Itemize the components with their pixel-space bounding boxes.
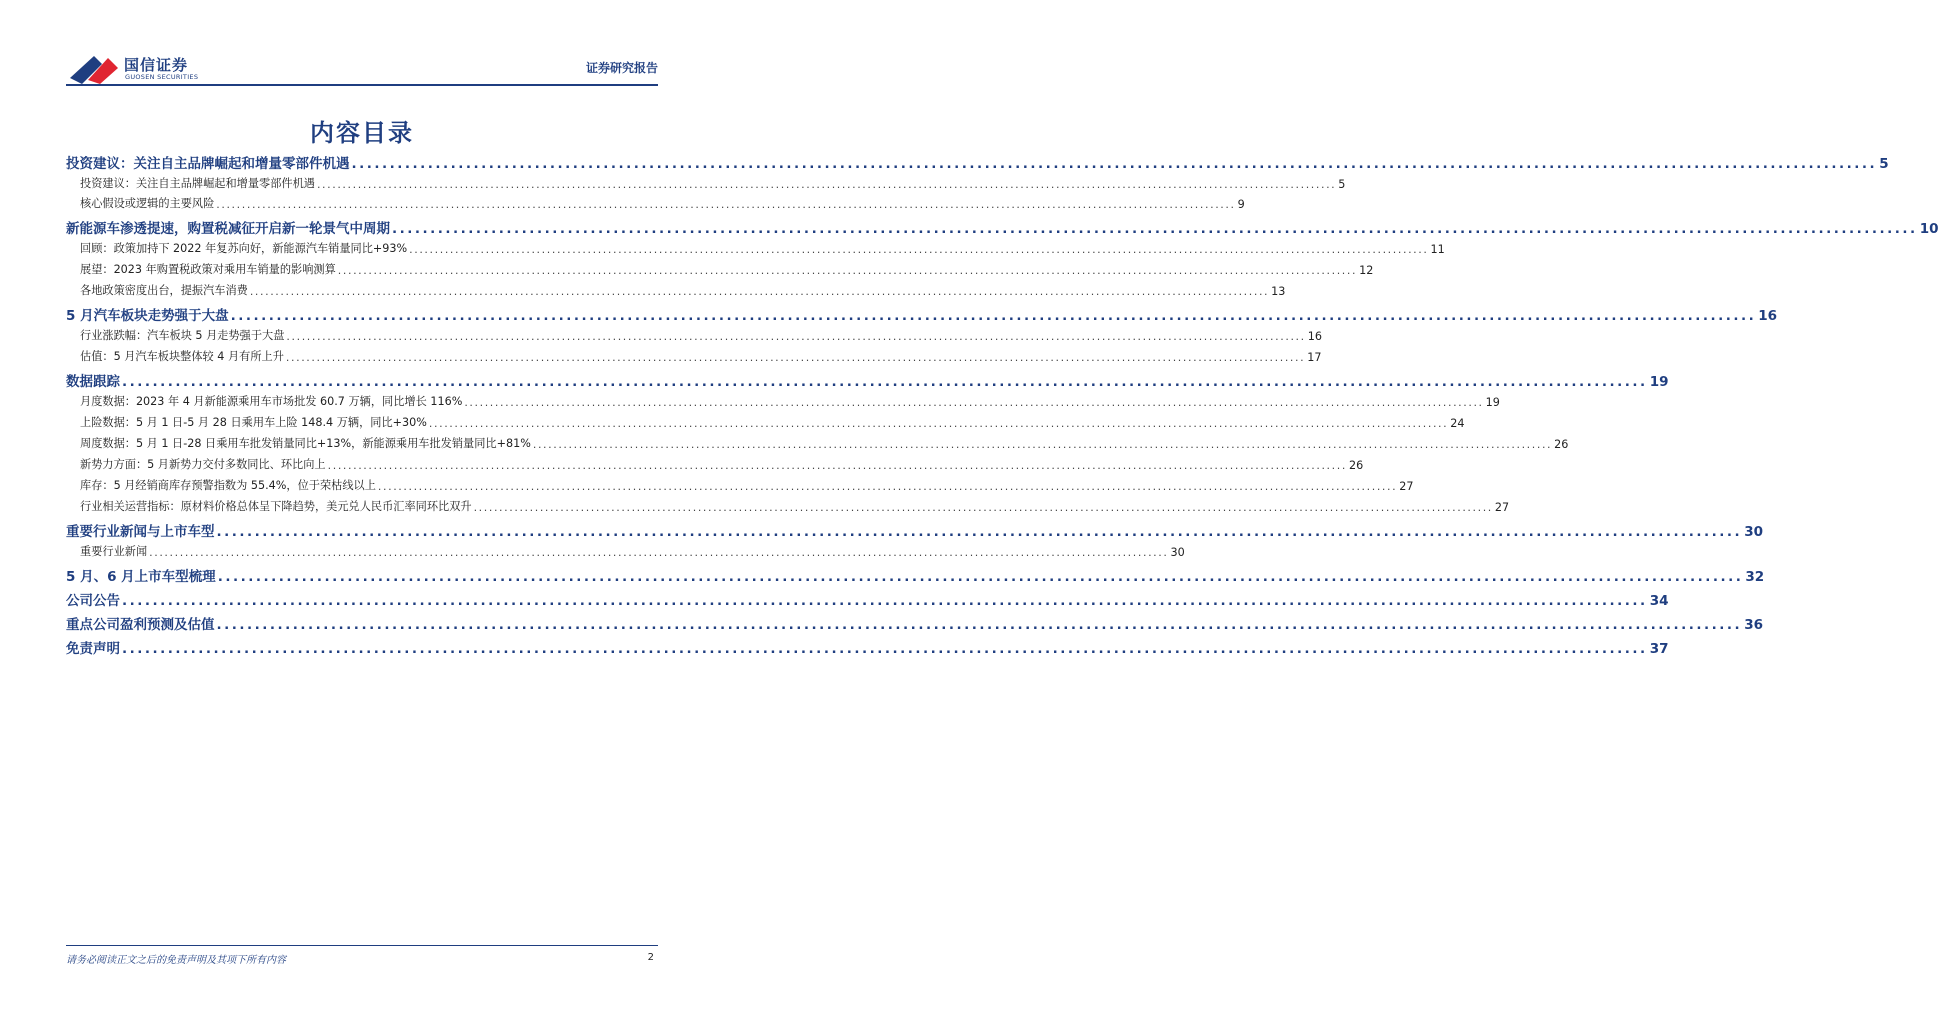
toc-entry-label: 数据跟踪 xyxy=(66,374,120,390)
toc-entry-label: 行业相关运营指标：原材料价格总体呈下降趋势，美元兑人民币汇率同环比双升 xyxy=(80,500,472,513)
toc-subsection-entry[interactable] xyxy=(66,327,1322,343)
toc-leader-dots: ........................................................................................................................................................................................................ xyxy=(409,243,1429,256)
header-divider xyxy=(66,84,658,86)
toc-entry-page: 19 xyxy=(1485,396,1500,409)
page-header xyxy=(0,0,724,92)
toc-entry-page: 11 xyxy=(1430,243,1445,256)
toc-entry-page: 12 xyxy=(1359,264,1374,277)
toc-entry-label: 库存：5 月经销商库存预警指数为 55.4%，位于荣枯线以上 xyxy=(80,479,376,492)
toc-entry-label: 免责声明 xyxy=(66,641,120,657)
toc-leader-dots: ........................................................................................................................................................................................................ xyxy=(122,374,1648,390)
toc-leader-dots: ........................................................................................................................................................................................................ xyxy=(377,480,1398,493)
toc-entry-label: 各地政策密度出台，提振汽车消费 xyxy=(80,284,248,297)
toc-entry-page: 37 xyxy=(1649,641,1669,657)
page-title: 内容目录 xyxy=(310,119,414,147)
toc-section-entry[interactable] xyxy=(66,152,1889,172)
toc-subsection-entry[interactable] xyxy=(66,477,1414,493)
toc-subsection-entry[interactable] xyxy=(66,435,1569,451)
toc-entry-page: 26 xyxy=(1554,438,1569,451)
toc-entry-label: 核心假设或逻辑的主要风险 xyxy=(80,197,215,210)
toc-entry-label: 回顾：政策加持下 2022 年复苏向好，新能源汽车销量同比+93% xyxy=(80,242,408,255)
toc-leader-dots: ........................................................................................................................................................................................................ xyxy=(122,641,1648,657)
toc-entry-label: 投资建议：关注自主品牌崛起和增量零部件机遇 xyxy=(66,156,350,172)
toc-section-entry[interactable] xyxy=(66,217,1938,237)
toc-section-entry[interactable] xyxy=(66,589,1669,609)
toc-entry-label: 估值：5 月汽车板块整体较 4 月有所上升 xyxy=(80,350,284,363)
toc-subsection-entry[interactable] xyxy=(66,348,1322,364)
toc-section-entry[interactable] xyxy=(66,565,1765,585)
toc-entry-page: 5 xyxy=(1338,178,1346,191)
toc-entry-label: 5 月、6 月上市车型梳理 xyxy=(66,569,216,585)
toc-leader-dots: ........................................................................................................................................................................................................ xyxy=(216,198,1236,211)
toc-subsection-entry[interactable] xyxy=(66,175,1346,191)
toc-entry-page: 5 xyxy=(1879,156,1889,172)
toc-leader-dots: ........................................................................................................................................................................................................ xyxy=(532,438,1553,451)
toc-entry-label: 投资建议：关注自主品牌崛起和增量零部件机遇 xyxy=(80,177,315,190)
toc-leader-dots: ........................................................................................................................................................................................................ xyxy=(149,546,1169,559)
toc-leader-dots: ........................................................................................................................................................................................................ xyxy=(327,459,1347,472)
toc-subsection-entry[interactable] xyxy=(66,393,1500,409)
toc-subsection-entry[interactable] xyxy=(66,414,1465,430)
toc-subsection-entry[interactable] xyxy=(66,498,1510,514)
toc-entry-page: 26 xyxy=(1348,459,1364,472)
footer-disclaimer-note: 请务必阅读正文之后的免责声明及其项下所有内容 xyxy=(66,955,286,966)
toc-entry-label: 重要行业新闻与上市车型 xyxy=(66,524,215,540)
toc-leader-dots: ........................................................................................................................................................................................................ xyxy=(428,417,1449,430)
toc-entry-page: 30 xyxy=(1744,524,1763,540)
toc-section-entry[interactable] xyxy=(66,520,1763,540)
toc-leader-dots: ........................................................................................................................................................................................................ xyxy=(230,308,1757,324)
toc-subsection-entry[interactable] xyxy=(66,195,1245,211)
toc-entry-label: 新势力方面：5 月新势力交付多数同比、环比向上 xyxy=(80,458,326,471)
toc-subsection-entry[interactable] xyxy=(66,456,1364,472)
toc-subsection-entry[interactable] xyxy=(66,261,1374,277)
toc-entry-page: 17 xyxy=(1307,351,1322,364)
toc-subsection-entry[interactable] xyxy=(66,240,1445,256)
toc-leader-dots: ........................................................................................................................................................................................................ xyxy=(392,221,1918,237)
toc-section-entry[interactable] xyxy=(66,304,1778,324)
toc-entry-page: 27 xyxy=(1399,480,1414,493)
toc-leader-dots: ........................................................................................................................................................................................................ xyxy=(316,178,1337,191)
toc-entry-label: 重点公司盈利预测及估值 xyxy=(66,617,215,633)
toc-leader-dots: ........................................................................................................................................................................................................ xyxy=(216,524,1743,540)
toc-leader-dots: ........................................................................................................................................................................................................ xyxy=(286,330,1306,343)
toc-entry-page: 19 xyxy=(1649,374,1669,390)
toc-leader-dots: ........................................................................................................................................................................................................ xyxy=(249,285,1270,298)
toc-entry-page: 9 xyxy=(1237,198,1245,211)
toc-entry-label: 展望：2023 年购置税政策对乘用车销量的影响测算 xyxy=(80,263,336,276)
toc-entry-label: 周度数据：5 月 1 日-28 日乘用车批发销量同比+13%，新能源乘用车批发销量同比+81% xyxy=(80,437,531,450)
guosen-logo xyxy=(68,50,208,86)
toc-entry-page: 10 xyxy=(1919,221,1938,237)
toc-leader-dots: ........................................................................................................................................................................................................ xyxy=(216,617,1743,633)
toc-section-entry[interactable] xyxy=(66,613,1763,633)
toc-entry-label: 月度数据：2023 年 4 月新能源乘用车市场批发 60.7 万辆，同比增长 116% xyxy=(80,395,463,408)
toc-section-entry[interactable] xyxy=(66,637,1669,657)
toc-entry-label: 新能源车渗透提速，购置税减征开启新一轮景气中周期 xyxy=(66,221,390,237)
toc-leader-dots: ........................................................................................................................................................................................................ xyxy=(351,156,1878,172)
toc-entry-label: 公司公告 xyxy=(66,593,120,609)
toc-leader-dots: ........................................................................................................................................................................................................ xyxy=(285,351,1306,364)
toc-entry-label: 重要行业新闻 xyxy=(80,545,148,558)
toc-leader-dots: ........................................................................................................................................................................................................ xyxy=(473,501,1493,514)
toc-subsection-entry[interactable] xyxy=(66,282,1286,298)
toc-section-entry[interactable] xyxy=(66,370,1669,390)
toc-entry-label: 5 月汽车板块走势强于大盘 xyxy=(66,308,229,324)
toc-entry-page: 24 xyxy=(1450,417,1465,430)
footer-divider xyxy=(66,945,658,946)
toc-entry-page: 32 xyxy=(1745,569,1765,585)
toc-entry-page: 34 xyxy=(1649,593,1669,609)
toc-entry-page: 27 xyxy=(1494,501,1510,514)
toc-entry-page: 13 xyxy=(1271,285,1286,298)
toc-entry-label: 行业涨跌幅：汽车板块 5 月走势强于大盘 xyxy=(80,329,285,342)
toc-entry-page: 30 xyxy=(1170,546,1185,559)
guosen-logo-icon xyxy=(68,50,120,86)
toc-leader-dots: ........................................................................................................................................................................................................ xyxy=(122,593,1648,609)
toc-subsection-entry[interactable] xyxy=(66,543,1185,559)
logo-english-name: GUOSEN SECURITIES xyxy=(125,73,199,81)
toc-leader-dots: ........................................................................................................................................................................................................ xyxy=(217,569,1744,585)
toc-entry-page: 16 xyxy=(1758,308,1778,324)
report-type-label: 证券研究报告 xyxy=(585,61,658,75)
page-number: 2 xyxy=(647,952,654,963)
logo-chinese-name: 国信证券 xyxy=(124,56,189,74)
toc-entry-label: 上险数据：5 月 1 日-5 月 28 日乘用车上险 148.4 万辆，同比+30% xyxy=(80,416,427,429)
toc-leader-dots: ........................................................................................................................................................................................................ xyxy=(337,264,1358,277)
toc-leader-dots: ........................................................................................................................................................................................................ xyxy=(464,396,1484,409)
toc-entry-page: 16 xyxy=(1307,330,1322,343)
toc-entry-page: 36 xyxy=(1744,617,1763,633)
